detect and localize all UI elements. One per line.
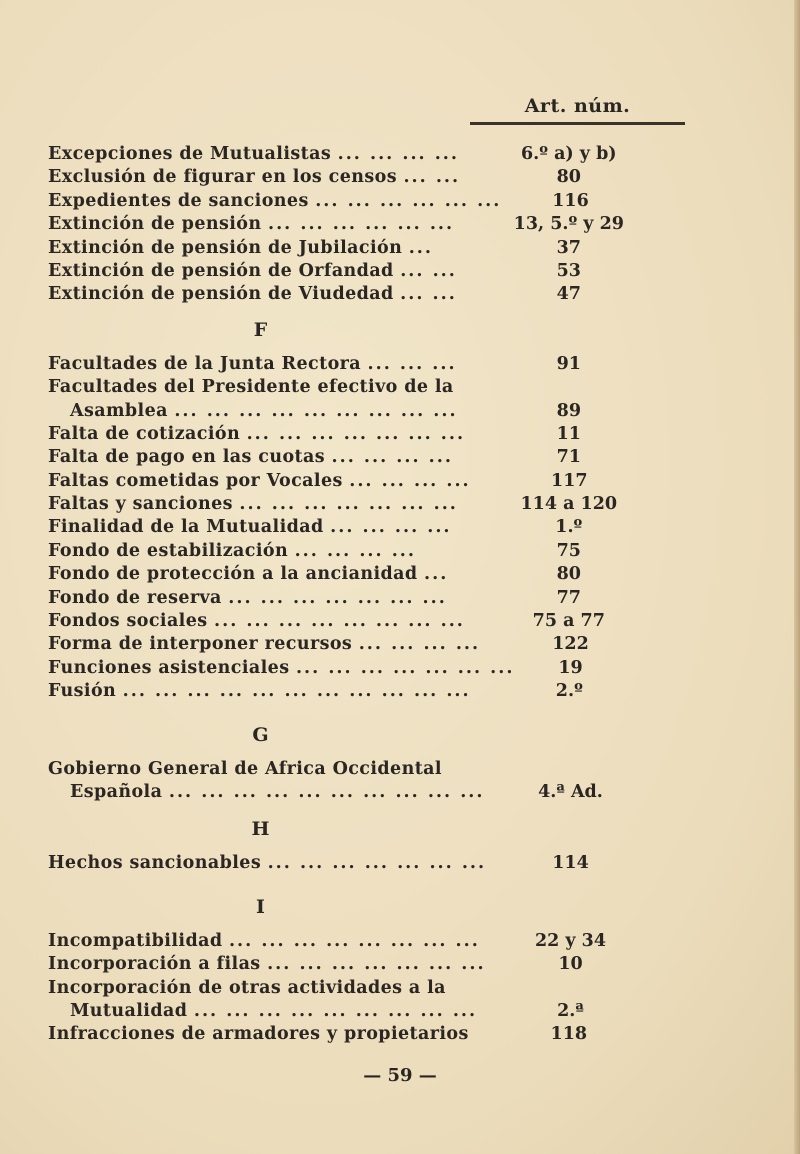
entry-term (48, 446, 470, 469)
entry-term (48, 953, 486, 976)
entry-article-number: 89 (556, 400, 581, 421)
entry-term (48, 423, 470, 446)
entry-article-number: 71 (556, 447, 581, 468)
entry-term (48, 283, 470, 306)
index-entry (48, 213, 668, 236)
entry-term-text: Española (70, 781, 163, 802)
index-entry (48, 493, 668, 516)
entry-leader-dots: ... (408, 237, 433, 258)
entry-term (48, 610, 470, 633)
entry-term-text: Forma de interponer recursos (48, 634, 353, 655)
entry-article-number: 19 (558, 657, 583, 678)
entry-article-number: 114 a 120 (520, 494, 618, 515)
index-entry (48, 423, 668, 446)
entry-term-text: Fondo de reserva (48, 587, 222, 608)
entry-term (48, 376, 470, 399)
index-entry (48, 283, 668, 306)
entry-term-text: Incorporación de otras actividades a la (48, 977, 446, 998)
section-letter-f: F (253, 318, 268, 341)
entry-leader-dots: ... ... ... ... ... ... ... ... ... ... ... (122, 681, 471, 702)
entry-leader-dots: ... ... ... ... ... ... ... ... ... (174, 400, 458, 421)
section-letter-i: I (256, 895, 265, 918)
column-header: Art. núm. (524, 95, 631, 117)
entry-article-number: 75 a 77 (532, 611, 605, 632)
index-entry (48, 166, 668, 189)
entry-article-number: 1.º (555, 517, 583, 538)
entry-term-text: Falta de pago en las cuotas (48, 447, 326, 468)
entry-term-text: Exclusión de figurar en los censos (48, 167, 397, 188)
index-entry (48, 953, 668, 976)
section-letter-h: H (251, 818, 270, 841)
entry-article-number: 80 (556, 167, 581, 188)
entry-article-number: 11 (556, 423, 581, 444)
entry-term (48, 400, 470, 423)
entry-term (48, 213, 470, 236)
entry-leader-dots: ... ... ... ... ... ... ... (228, 587, 447, 608)
header-rule (470, 122, 685, 125)
entry-article-number: 80 (556, 564, 581, 585)
section-letter-g: G (252, 723, 269, 746)
entry-term (48, 237, 470, 260)
entry-leader-dots: ... ... ... (367, 353, 457, 374)
entry-leader-dots: ... ... ... ... (337, 143, 459, 164)
entry-article-number: 77 (556, 587, 581, 608)
entry-leader-dots: ... ... ... ... ... ... ... (267, 853, 487, 874)
entry-term (48, 633, 481, 656)
index-entry (48, 1000, 668, 1023)
entry-leader-dots: ... ... ... ... (331, 447, 453, 468)
entry-leader-dots: ... ... ... ... ... ... ... ... ... ... (168, 781, 485, 802)
index-list (48, 143, 668, 1047)
page-number: — 59 — (363, 1065, 437, 1086)
entry-term-text: Extinción de pensión de Jubilación (48, 237, 403, 258)
entry-term-text: Incorporación a filas (48, 954, 261, 975)
entry-term (48, 260, 470, 283)
entry-leader-dots: ... ... ... ... ... ... ... ... (214, 611, 465, 632)
entry-term-text: Fusión (48, 681, 117, 702)
index-entry (48, 540, 668, 563)
entry-term (48, 1000, 478, 1023)
index-entry (48, 852, 668, 875)
entry-term (48, 680, 471, 703)
entry-term-text: Finalidad de la Mutualidad (48, 517, 324, 538)
index-entry (48, 376, 668, 399)
group-i (48, 930, 668, 1047)
entry-article-number: 47 (556, 284, 581, 305)
group-g (48, 758, 668, 805)
index-entry (48, 1023, 668, 1046)
entry-term-text: Faltas cometidas por Vocales (48, 470, 343, 491)
entry-term (48, 143, 470, 166)
entry-term-text: Expedientes de sanciones (48, 190, 309, 211)
entry-leader-dots: ... ... (400, 260, 457, 281)
page-edge (794, 0, 800, 1154)
entry-term-text: Falta de cotización (48, 423, 241, 444)
entry-leader-dots: ... ... ... ... ... ... ... (239, 494, 458, 515)
index-entry (48, 516, 668, 539)
entry-article-number: 6.º a) y b) (520, 143, 617, 164)
entry-term (48, 1023, 470, 1046)
entry-leader-dots: ... ... ... ... ... ... ... (246, 423, 466, 444)
entry-term (48, 977, 470, 1000)
entry-term (48, 166, 470, 189)
index-entry (48, 470, 668, 493)
entry-leader-dots: ... ... (403, 167, 461, 188)
group-h (48, 852, 668, 875)
index-entry (48, 563, 668, 586)
entry-term-text: Facultades del Presidente efectivo de la (48, 377, 454, 398)
entry-term-text: Facultades de la Junta Rectora (48, 353, 362, 374)
entry-term (48, 587, 470, 610)
entry-term-text: Asamblea (70, 400, 168, 421)
index-entry (48, 353, 668, 376)
entry-leader-dots: ... ... (400, 284, 457, 305)
index-entry (48, 680, 668, 703)
index-entry (48, 400, 668, 423)
entry-term-text: Faltas y sanciones (48, 494, 233, 515)
group-e (48, 143, 668, 307)
index-entry (48, 237, 668, 260)
index-entry (48, 633, 668, 656)
index-entry (48, 587, 668, 610)
index-entry (48, 260, 668, 283)
entry-leader-dots: ... ... ... ... ... ... ... (295, 657, 515, 678)
index-entry (48, 758, 668, 781)
entry-term (48, 470, 471, 493)
entry-term-text: Extinción de pensión de Orfandad (48, 260, 394, 281)
entry-term-text: Extinción de pensión (48, 214, 262, 235)
entry-leader-dots: ... ... ... ... ... ... ... ... ... (193, 1000, 478, 1021)
entry-leader-dots: ... ... ... ... (330, 517, 452, 538)
entry-term (48, 563, 470, 586)
entry-article-number: 75 (556, 540, 581, 561)
entry-leader-dots: ... (424, 564, 449, 585)
group-f (48, 353, 668, 704)
entry-term (48, 781, 485, 804)
entry-term (48, 930, 480, 953)
entry-article-number: 118 (550, 1024, 588, 1045)
index-entry (48, 446, 668, 469)
entry-leader-dots: ... ... ... ... ... ... ... ... (228, 930, 480, 951)
entry-leader-dots: ... ... ... ... (294, 540, 416, 561)
entry-term-text: Gobierno General de Africa Occidental (48, 758, 442, 779)
entry-term (48, 540, 470, 563)
entry-term (48, 516, 470, 539)
entry-article-number: 2.ª (557, 1000, 584, 1021)
entry-article-number: 4.ª Ad. (538, 781, 603, 802)
entry-leader-dots: ... ... ... ... (349, 470, 471, 491)
index-entry (48, 930, 668, 953)
entry-term-text: Fondo de protección a la ancianidad (48, 564, 418, 585)
entry-term-text: Fondo de estabilización (48, 540, 289, 561)
index-entry (48, 610, 668, 633)
entry-term-text: Infracciones de armadores y propietarios (48, 1024, 469, 1045)
entry-leader-dots: ... ... ... ... ... ... (315, 190, 502, 211)
entry-leader-dots: ... ... ... ... ... ... (267, 214, 455, 235)
entry-term (48, 852, 487, 875)
entry-article-number: 13, 5.º y 29 (513, 214, 624, 235)
index-entry (48, 977, 668, 1000)
index-entry (48, 190, 668, 213)
entry-term-text: Excepciones de Mutualistas (48, 143, 332, 164)
entry-article-number: 37 (556, 237, 581, 258)
entry-leader-dots: ... ... ... ... ... ... ... (267, 954, 486, 975)
entry-term-text: Fondos sociales (48, 611, 208, 632)
entry-term-text: Extinción de pensión de Viudedad (48, 284, 394, 305)
entry-term (48, 353, 470, 376)
index-entry (48, 143, 668, 166)
entry-term (48, 190, 502, 213)
entry-article-number: 114 (552, 853, 589, 874)
entry-article-number: 91 (556, 353, 581, 374)
index-entry (48, 781, 668, 804)
entry-term-text: Incompatibilidad (48, 930, 223, 951)
entry-article-number: 116 (552, 190, 589, 211)
entry-article-number: 2.º (555, 681, 583, 702)
entry-article-number: 10 (558, 954, 583, 975)
entry-term (48, 657, 515, 680)
entry-article-number: 22 y 34 (534, 930, 607, 951)
entry-term (48, 758, 470, 781)
entry-term-text: Hechos sancionables (48, 853, 262, 874)
entry-article-number: 53 (556, 260, 581, 281)
entry-article-number: 117 (551, 470, 588, 491)
entry-article-number: 122 (552, 634, 589, 655)
entry-term (48, 493, 470, 516)
entry-term-text: Mutualidad (70, 1000, 188, 1021)
entry-term-text: Funciones asistenciales (48, 657, 290, 678)
entry-leader-dots: ... ... ... ... (358, 634, 481, 655)
index-entry (48, 657, 668, 680)
